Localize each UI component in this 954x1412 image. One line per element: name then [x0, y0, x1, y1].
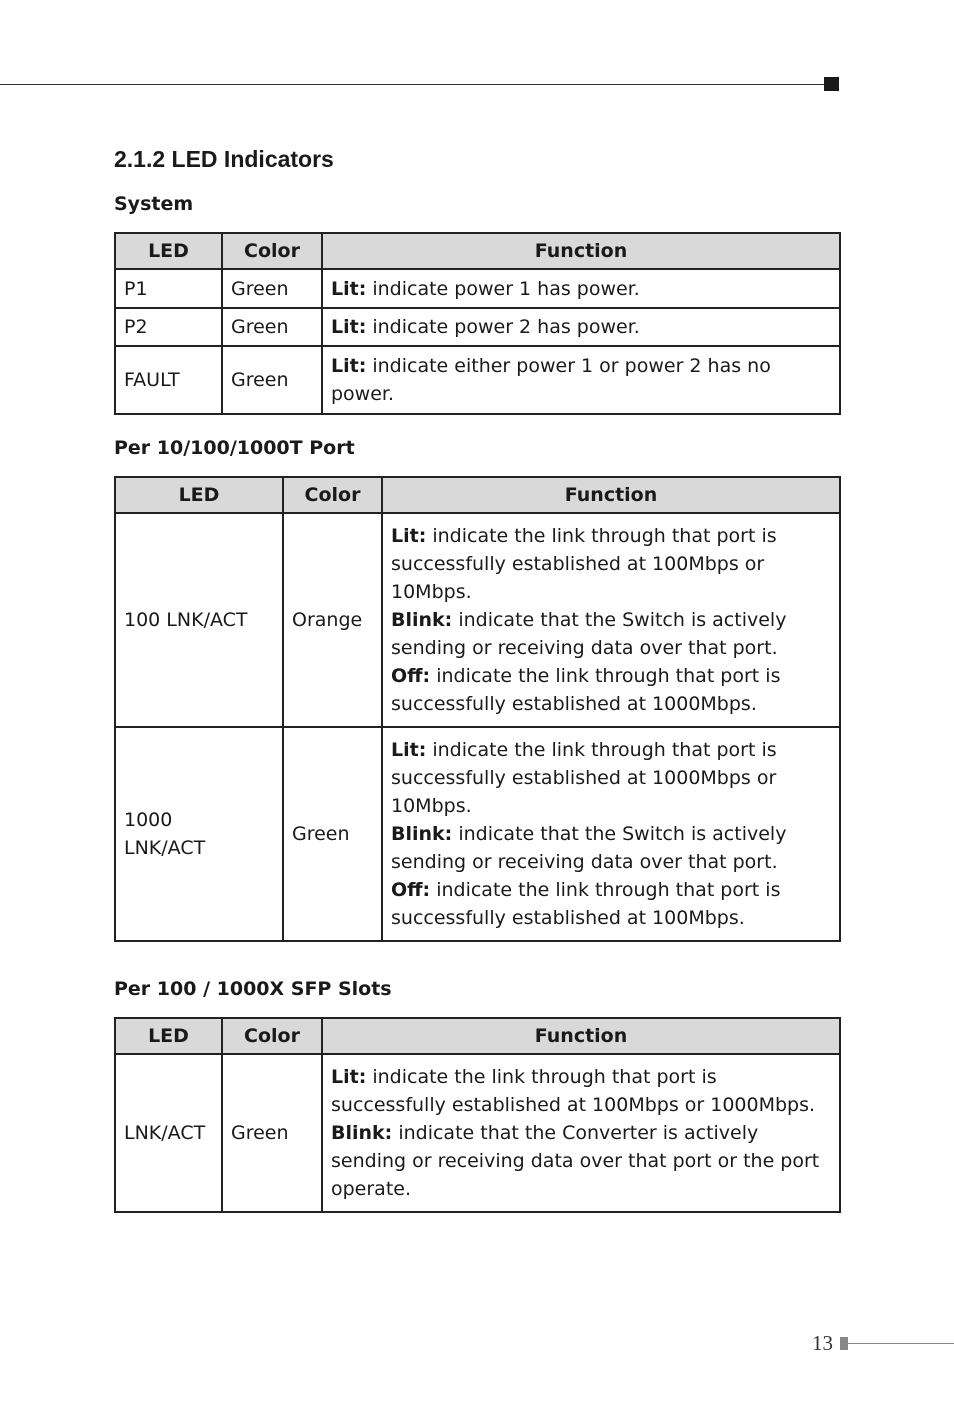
header-function: Function	[322, 1018, 840, 1054]
function-line	[331, 313, 831, 341]
state-keyword: Lit:	[331, 355, 367, 377]
table-header-row	[115, 477, 840, 513]
function-line	[391, 820, 831, 876]
function-cell	[322, 308, 840, 346]
state-keyword: Off:	[391, 879, 431, 901]
copper-port-led-table	[114, 476, 841, 942]
state-description: indicate that the Switch is actively sending or receiving data over that port.	[391, 609, 787, 659]
footer-square-marker	[840, 1337, 848, 1350]
header-function: Function	[322, 233, 840, 269]
table-row	[115, 269, 840, 308]
function-line	[391, 522, 831, 606]
state-keyword: Lit:	[331, 316, 367, 338]
function-line	[331, 275, 831, 303]
table-header-row	[115, 1018, 840, 1054]
state-description: indicate the link through that port is successfully established at 1000Mbps.	[391, 665, 781, 715]
function-line	[391, 662, 831, 718]
state-description: indicate the link through that port is successfully established at 1000Mbps or 10Mbps.	[391, 739, 777, 817]
state-description: indicate that the Switch is actively sending or receiving data over that port.	[391, 823, 787, 873]
page-number: 13	[812, 1331, 833, 1355]
function-cell	[322, 269, 840, 308]
state-keyword: Blink:	[391, 609, 453, 631]
state-keyword: Lit:	[331, 277, 367, 300]
color-cell: Green	[222, 346, 322, 414]
function-cell	[322, 1054, 840, 1212]
function-line	[391, 736, 831, 820]
state-description: indicate the link through that port is successfully established at 100Mbps or 10Mbps.	[391, 525, 777, 603]
led-cell: LNK/ACT	[115, 1054, 222, 1212]
header-color: Color	[222, 233, 322, 269]
state-keyword: Lit:	[391, 525, 427, 547]
section-heading: 2.1.2 LED Indicators	[114, 146, 334, 172]
color-cell: Green	[222, 269, 322, 308]
led-cell: FAULT	[115, 346, 222, 414]
led-cell: P1	[115, 269, 222, 308]
header-function: Function	[382, 477, 840, 513]
function-line	[331, 1119, 831, 1203]
sfp-slot-led-table	[114, 1017, 841, 1213]
header-led: LED	[115, 233, 222, 269]
function-line	[391, 876, 831, 932]
color-cell: Orange	[283, 513, 382, 727]
table-row	[115, 308, 840, 346]
state-keyword: Lit:	[331, 1066, 367, 1088]
header-color: Color	[283, 477, 382, 513]
state-description: indicate either power 1 or power 2 has no power.	[331, 355, 771, 405]
function-cell	[382, 513, 840, 727]
header-led: LED	[115, 1018, 222, 1054]
table-header-row	[115, 233, 840, 269]
color-cell: Green	[222, 308, 322, 346]
led-cell: 100 LNK/ACT	[115, 513, 283, 727]
header-color: Color	[222, 1018, 322, 1054]
led-cell: P2	[115, 308, 222, 346]
state-keyword: Off:	[391, 665, 431, 687]
function-cell	[382, 727, 840, 941]
state-description: indicate power 1 has power.	[366, 277, 640, 300]
table-row	[115, 1054, 840, 1212]
header-rule	[0, 84, 826, 85]
state-description: indicate the link through that port is successfully established at 100Mbps.	[391, 879, 781, 929]
state-description: indicate the link through that port is successfully established at 100Mbps or 1000Mbps.	[331, 1066, 816, 1116]
state-description: indicate power 2 has power.	[366, 316, 640, 338]
table-row	[115, 513, 840, 727]
function-cell	[322, 346, 840, 414]
function-line	[331, 1063, 831, 1119]
header-led: LED	[115, 477, 283, 513]
header-square-marker	[824, 77, 839, 91]
table-row	[115, 346, 840, 414]
system-led-table	[114, 232, 841, 415]
state-keyword: Blink:	[331, 1122, 393, 1144]
subheading-sfp-slots: Per 100 / 1000X SFP Slots	[114, 978, 392, 1000]
footer-rule	[848, 1343, 954, 1344]
color-cell: Green	[283, 727, 382, 941]
state-keyword: Lit:	[391, 739, 427, 761]
color-cell: Green	[222, 1054, 322, 1212]
state-keyword: Blink:	[391, 823, 453, 845]
function-line	[331, 352, 831, 408]
state-description: indicate that the Converter is actively sending or receiving data over that port or the port operate.	[331, 1122, 820, 1200]
led-cell: 1000 LNK/ACT	[115, 727, 283, 941]
subheading-copper-port: Per 10/100/1000T Port	[114, 437, 355, 459]
subheading-system: System	[114, 193, 194, 215]
table-row	[115, 727, 840, 941]
function-line	[391, 606, 831, 662]
